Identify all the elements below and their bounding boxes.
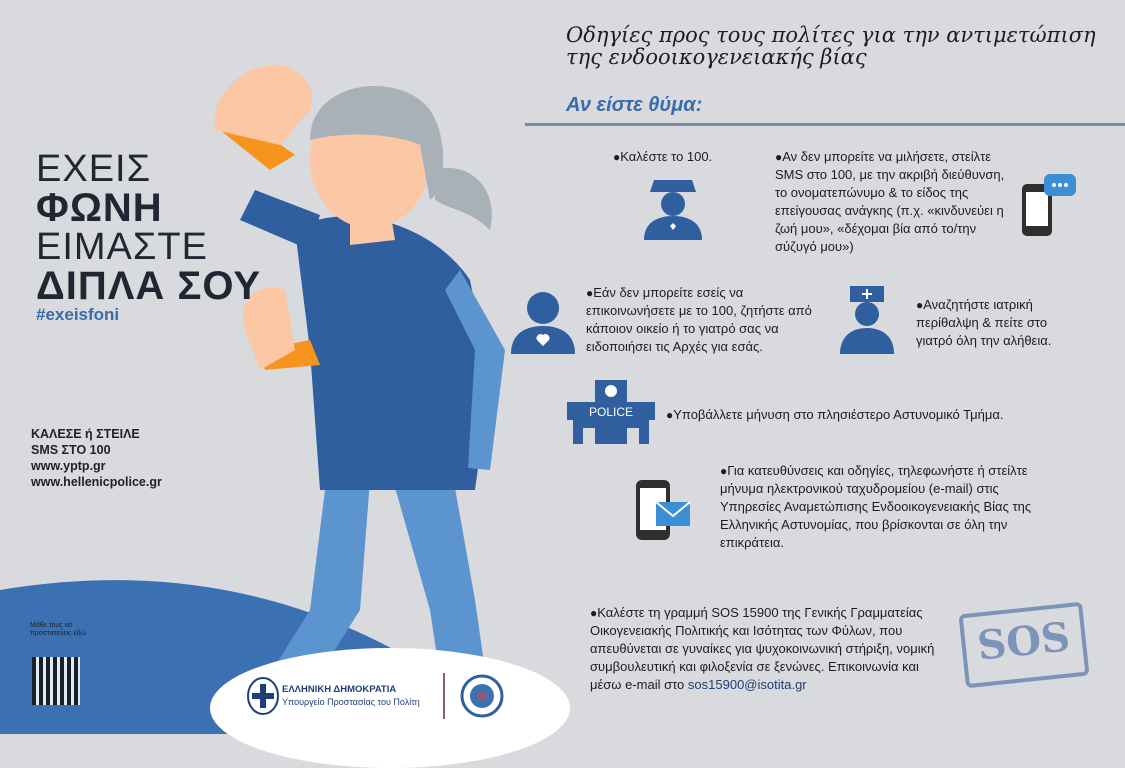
greek-emblem-icon [246, 676, 280, 716]
item-medical: ● Αναζητήστε ιατρική περίθαλψη & πείτε στο γιατρό όλη την αλήθεια. [916, 296, 1086, 350]
headline-line-3: ΕΙΜΑΣΤΕ [36, 226, 208, 268]
police-officer-icon [640, 170, 706, 242]
contact-link-yptp[interactable]: www.yptp.gr [31, 459, 106, 473]
headline-line-1: ΕΧΕΙΣ [36, 148, 152, 190]
police-badge-icon [460, 674, 504, 718]
headline-line-2: ΦΩΝΗ [36, 186, 163, 230]
item-someone: ● Εάν δεν μπορείτε εσείς να επικοινωνήσετε με το 100, ζητήστε από κάποιον οικείο ή το γιατρό σας να ειδοποιήσει τις Αρχές για εσάς. [586, 284, 826, 356]
phone-email-icon [632, 476, 696, 546]
item-sos [590, 604, 940, 694]
sos-stamp: SOS [958, 602, 1089, 689]
item-call-100: ● Καλέστε το 100. [613, 148, 753, 166]
contact-link-police[interactable]: www.hellenicpolice.gr [31, 475, 162, 489]
page-title: Οδηγίες προς τους πολίτες για την αντιμετώπιση της ενδοοικογενειακής βίας [566, 23, 1096, 69]
item-email: ● Για κατευθύνσεις και οδηγίες, τηλεφωνήστε ή στείλτε μήνυμα ηλεκτρονικού ταχυδρομείου (e-mail) στις Υπηρεσίες Αναμετώπισης Ενδοοικογενειακής Βίας της Ελληνικής Αστυνομίας, που βρίσκονται σε όλη την επικράτεια. [720, 462, 1050, 552]
qr-label: Μάθε τους να προστατεύεις εδώ [30, 622, 86, 637]
gov-line-1: ΕΛΛΗΝΙΚΗ ΔΗΜΟΚΡΑΤΙΑ [282, 684, 397, 695]
headline [36, 150, 296, 323]
phone-chat-icon [1018, 170, 1080, 240]
gov-text [282, 683, 420, 708]
item-sms: ● Αν δεν μπορείτε να μιλήσετε, στείλτε SMS στο 100, με την ακριβή διεύθυνση, το ονοματεπώνυμο & το είδος της επείγουσας ανάγκης (π.χ. «κινδυνεύει η ζωή μου», «δέχομαι βία από το/την σύζυγό μου») [775, 148, 1015, 256]
item-sos-text: ● Καλέστε τη γραμμή SOS 15900 της Γενικής Γραμματείας Οικογενειακής Πολιτικής και Ισότητας των Φύλων, που απευθύνεται σε γυναίκες για ψυχοκοινωνική στήριξη, νομική συμβουλευτική και φιλοξενία σε ξενώνες. Επικοινωνία και μέσω e-mail στο [590, 605, 934, 692]
qr-code[interactable] [32, 657, 80, 705]
section-heading: Αν είστε θύμα: [566, 94, 703, 116]
section-rule [525, 123, 1125, 126]
logo-divider [443, 673, 445, 719]
contact-line-1: ΚΑΛΕΣΕ ή ΣΤΕΙΛΕ [31, 427, 140, 441]
doctor-icon [836, 284, 898, 356]
contact-block [31, 426, 162, 490]
hashtag: #exeisfoni [36, 305, 120, 324]
person-heart-icon [507, 286, 579, 356]
headline-line-4: ΔΙΠΛΑ ΣΟΥ [36, 264, 262, 308]
sos-email-link[interactable]: sos15900@isotita.gr [687, 677, 807, 692]
contact-line-2: SMS ΣΤΟ 100 [31, 443, 111, 457]
gov-line-2: Υπουργείο Προστασίας του Πολίτη [282, 697, 420, 707]
police-station-icon [563, 378, 659, 448]
item-report: ● Υποβάλλετε μήνυση στο πλησιέστερο Αστυνομικό Τμήμα. [666, 406, 1066, 424]
police-sign: POLICE [588, 405, 634, 419]
